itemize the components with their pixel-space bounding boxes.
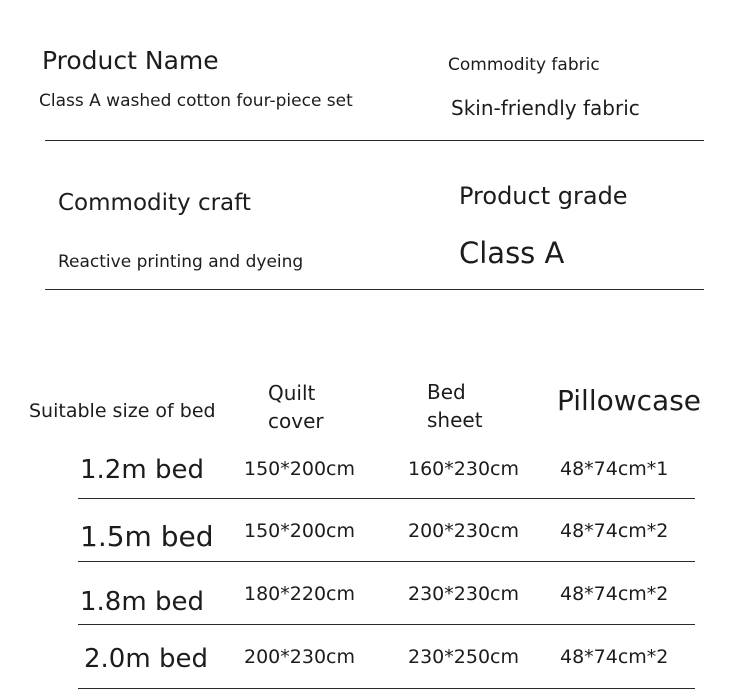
row-2-quilt-cover: 150*200cm [244,520,355,542]
product-grade-label: Product grade [459,182,628,210]
row-4-bed-sheet: 230*250cm [408,646,519,668]
row-4-pillowcase: 48*74cm*2 [560,646,669,668]
row-2-bed-sheet: 200*230cm [408,520,519,542]
row-3-bed-sheet: 230*230cm [408,583,519,605]
row-1-pillowcase: 48*74cm*1 [560,458,669,480]
row-4-bed: 2.0m bed [84,644,208,674]
header-quilt-cover [268,379,324,435]
header-pillowcase: Pillowcase [557,384,702,417]
row-4-quilt-cover: 200*230cm [244,646,355,668]
product-name-value: Class A washed cotton four-piece set [39,91,353,111]
row-1-bed: 1.2m bed [80,455,204,485]
row-1-bed-sheet: 160*230cm [408,458,519,480]
row-divider [78,624,695,625]
header-sheet-line1: Bed [427,380,466,404]
row-3-pillowcase: 48*74cm*2 [560,583,669,605]
product-name-label: Product Name [42,46,219,75]
row-3-quilt-cover: 180*220cm [244,583,355,605]
header-bed-sheet [427,378,483,434]
row-2-bed: 1.5m bed [80,520,214,553]
product-grade-value: Class A [459,236,565,270]
header-quilt-line2: cover [268,409,324,433]
header-quilt-line1: Quilt [268,381,316,405]
row-2-pillowcase: 48*74cm*2 [560,520,669,542]
commodity-craft-value: Reactive printing and dyeing [58,252,304,272]
row-3-bed: 1.8m bed [80,587,204,617]
row-divider [78,498,695,499]
row-divider [78,688,695,689]
header-bed-size: Suitable size of bed [29,400,216,422]
header-sheet-line2: sheet [427,408,483,432]
divider-middle [45,289,704,290]
row-1-quilt-cover: 150*200cm [244,458,355,480]
commodity-fabric-value: Skin-friendly fabric [451,96,640,120]
commodity-craft-label: Commodity craft [58,190,251,216]
divider-top [45,140,704,141]
row-divider [78,561,695,562]
commodity-fabric-label: Commodity fabric [448,55,600,75]
